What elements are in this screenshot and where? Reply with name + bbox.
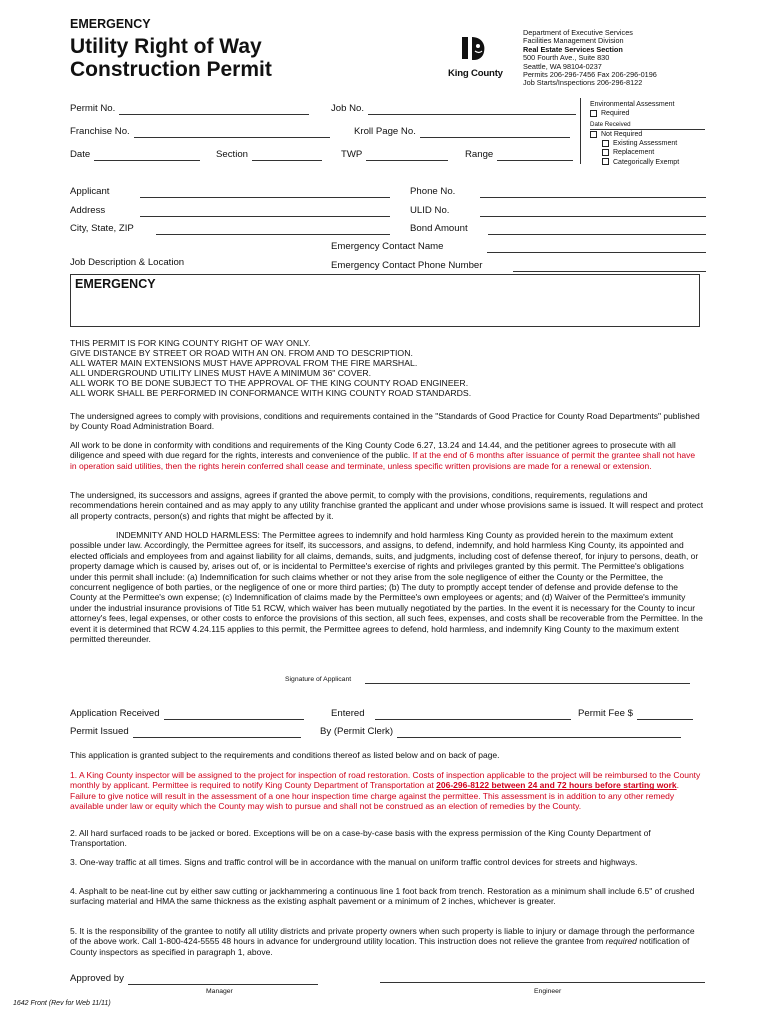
date-field[interactable] — [94, 151, 200, 161]
required-label: Required — [601, 110, 630, 118]
job-description-label: Job Description & Location — [70, 257, 185, 268]
engineer-label: Engineer — [534, 988, 562, 995]
permit-fee-label: Permit Fee $ — [578, 708, 633, 719]
date-received-label: Date Received — [590, 121, 631, 129]
conditions-intro: This application is granted subject to the requirements and conditions thereof as listed below and on back of page. — [70, 750, 500, 760]
replacement-checkbox[interactable] — [602, 149, 609, 156]
notice-line: THIS PERMIT IS FOR KING COUNTY RIGHT OF WAY ONLY. — [70, 338, 311, 348]
env-required-option[interactable] — [590, 109, 705, 118]
emergency-heading: EMERGENCY — [70, 17, 151, 31]
dept-line: Facilities Management Division — [523, 36, 624, 46]
form-number: 1642 Front (Rev for Web 11/11) — [13, 1000, 111, 1007]
ulid-no-field[interactable] — [480, 207, 706, 217]
phone-no-field[interactable] — [480, 188, 706, 198]
twp-label: TWP — [341, 149, 363, 160]
dept-line: Job Starts/Inspections 206-296-8122 — [523, 78, 643, 88]
env-divider — [580, 98, 581, 164]
permit-issued-field[interactable] — [133, 728, 301, 738]
entered-label: Entered — [331, 708, 365, 719]
job-no-label: Job No. — [331, 103, 365, 114]
emergency-contact-phone-label: Emergency Contact Phone Number — [331, 260, 483, 271]
required-checkbox[interactable] — [590, 110, 597, 117]
notices-block — [70, 338, 471, 398]
replacement-label: Replacement — [613, 149, 655, 157]
permit-no-field[interactable] — [119, 105, 309, 115]
entered-field[interactable] — [375, 710, 571, 720]
bond-amount-field[interactable] — [488, 225, 706, 235]
condition-4: 4. Asphalt to be neat-line cut by either saw cutting or jackhammering a continuous line 1 foot back from trench. Restoration as a minimum shall include 6.5" of crushed surfacing material and HMA the same thickness as the existing asphalt pavement or a minimum of 2 inches, whichever is greater. — [70, 886, 695, 907]
applicant-field[interactable] — [140, 188, 390, 198]
applicant-label: Applicant — [70, 186, 110, 197]
emergency-contact-name-label: Emergency Contact Name — [331, 241, 444, 252]
condition-5 — [70, 926, 704, 957]
signature-field[interactable] — [365, 675, 690, 684]
notice-line: ALL WORK SHALL BE PERFORMED IN CONFORMANCE WITH KING COUNTY ROAD STANDARDS. — [70, 388, 472, 398]
kroll-page-no-field[interactable] — [420, 128, 570, 138]
section-field[interactable] — [252, 151, 322, 161]
dept-line: Seattle, WA 98104-0237 — [523, 61, 602, 71]
conformity-text: All work to be done in conformity with conditions and requirements of the King County Code 6.27, 13.24 and 14.44, and the petitioner agrees to prosecute with all diligence and speed with due regard for the rights, interests and convenience of the public. — [70, 440, 676, 461]
permit-clerk-field[interactable] — [397, 728, 681, 738]
emergency-contact-phone-field[interactable] — [513, 262, 706, 272]
manager-label: Manager — [206, 988, 233, 995]
date-received-field[interactable] — [590, 120, 705, 130]
address-field[interactable] — [140, 207, 390, 217]
address-label: Address — [70, 205, 106, 216]
condition-5-text: 5. It is the responsibility of the grantee to notify all utility districts and private property owners when such property is liable to injury or damage through the performance of the above work. Call 1-800-424-5555 48 hours in advance for underground utility location. This instruction does not relieve the grantee from — [70, 926, 695, 947]
permit-fee-field[interactable] — [637, 710, 693, 720]
not-required-checkbox[interactable] — [590, 131, 597, 138]
dept-line: 500 Fourth Ave., Suite 830 — [523, 53, 610, 63]
dept-line: Department of Executive Services — [523, 28, 633, 37]
indemnity-paragraph: INDEMNITY AND HOLD HARMLESS: The Permittee agrees to indemnify and hold harmless King County as provided herein to the maximum extent possible under law. Accordingly, the Permittee agrees for itself, its successors, and assigns, to defend, indemnify, and hold harmless King County, its appointed and elected officials and employees from and against liability for all claims, demands, suits, and judgments, including cost of defense thereof, for injury to persons, death, or property damage which is caused by, arises out of, or is incidental to Permittee's exercise of rights and privileges granted by this permit. The Permittee's obligations under this permit shall include: (a) Indemnification for such claims whether or not they arise from the sole negligence of either the County or the Permittee, the concurrent negligence of both parties, or the negligence of one or more third parties; (b) The duty to promptly accept tender of defense and provide defense to the County at the Permittee's own expense; (c) Indemnification of claims made by the Permittee's own employees or agents; and (d) Waiver of the Permittee's immunity under the industrial insurance provisions of Title 51 RCW, which waiver has been mutually negotiated by the parties. In the event it is necessary for the County to incur attorney's fees, legal expenses, or other costs to enforce the provisions of this section, all such fees, expenses, and costs shall be recoverable from the Permittee. In the event it is determined that RCW 4.24.115 applies to this permit, the Permittee agrees to defend, hold harmless, and indemnify King County to the maximum extent permitted thereunder. — [70, 530, 703, 645]
standards-paragraph: The undersigned agrees to comply with provisions, conditions and requirements contained in the "Standards of Good Practice for County Road Departments" published by County Road Administration Board. — [70, 411, 700, 432]
engineer-signature-field[interactable] — [380, 973, 705, 983]
permit-title-line1: Utility Right of Way — [70, 35, 262, 58]
condition-5-text-end: notification of County inspectors as specified in paragraph 1, above. — [70, 936, 690, 957]
env-existing-option[interactable] — [602, 139, 705, 148]
job-box-emergency-label: EMERGENCY — [75, 277, 156, 291]
dept-line: Permits 206-296-7456 Fax 206-296-0196 — [523, 70, 657, 80]
permit-clerk-label: By (Permit Clerk) — [320, 726, 394, 737]
condition-1 — [70, 770, 704, 812]
env-not-required-option[interactable] — [590, 130, 705, 139]
logo-text: King County — [448, 68, 503, 80]
env-replacement-option[interactable] — [602, 148, 705, 157]
termination-warning: If at the end of 6 months after issuance of permit the grantee shall not have in operation said utilities, then the rights herein conferred shall cease and terminate, unless specific written provisions are made for a renewal or extension. — [70, 450, 696, 471]
permit-issued-label: Permit Issued — [70, 726, 129, 737]
application-received-field[interactable] — [164, 710, 304, 720]
permit-title-line2: Construction Permit — [70, 58, 272, 81]
condition-1-text-end: . Failure to give notice will result in the assessment of a one hour inspection time charge against the permittee. This assessment is in addition to any other remedy available under law or equity which the County may wish to pursue and shall not be construed as an election of remedies by the County. — [70, 780, 679, 812]
signature-label: Signature of Applicant — [285, 675, 352, 683]
job-no-field[interactable] — [368, 105, 576, 115]
application-received-label: Application Received — [70, 708, 160, 719]
existing-checkbox[interactable] — [602, 140, 609, 147]
condition-3: 3. One-way traffic at all times. Signs and traffic control will be in accordance with the manual on uniform traffic control devices for streets and highways. — [70, 857, 638, 867]
kroll-page-no-label: Kroll Page No. — [354, 126, 416, 137]
condition-2: 2. All hard surfaced roads to be jacked or bored. Exceptions will be on a case-by-case basis with the express permission of the King County Department of Transportation. — [70, 828, 651, 849]
env-title: Environmental Assessment — [590, 101, 675, 108]
not-required-label: Not Required — [601, 131, 643, 139]
approved-by-label: Approved by — [70, 973, 124, 984]
dept-line: Real Estate Services Section — [523, 44, 623, 54]
franchise-no-label: Franchise No. — [70, 126, 130, 137]
conformity-paragraph — [70, 440, 704, 471]
manager-signature-field[interactable] — [128, 975, 318, 985]
date-label: Date — [70, 149, 91, 160]
required-emphasis: required — [605, 936, 637, 947]
notice-line: ALL WORK TO BE DONE SUBJECT TO THE APPROVAL OF THE KING COUNTY ROAD ENGINEER. — [70, 378, 469, 388]
condition-1-text: 1. A King County inspector will be assigned to the project for inspection of road restoration. Costs of inspection applicable to the project will be reimbursed to the County monthly by applicant. Permittee is required to notify King County Department of Transportation at — [70, 770, 701, 791]
inspection-phone-notice: 206-296-8122 between 24 and 72 hours before starting work — [436, 780, 677, 791]
environmental-assessment — [590, 100, 705, 167]
twp-field[interactable] — [366, 151, 448, 161]
city-state-zip-field[interactable] — [156, 225, 390, 235]
emergency-contact-name-field[interactable] — [487, 243, 706, 253]
notice-line: GIVE DISTANCE BY STREET OR ROAD WITH AN ON. FROM AND TO DESCRIPTION. — [70, 348, 413, 358]
bond-amount-label: Bond Amount — [410, 223, 468, 234]
successors-paragraph: The undersigned, its successors and assigns, agrees if granted the above permit, to comply with the provisions, conditions, requirements, regulations and recommendations herein contained and as may apply to any utility franchise granted the applicant and under whose provisions same is issued. It will respect and protect all property contracts, person(s) and rights that might be affected by it. — [70, 490, 704, 521]
ulid-no-label: ULID No. — [410, 205, 450, 216]
range-label: Range — [465, 149, 494, 160]
env-exempt-option[interactable] — [602, 158, 705, 167]
exempt-checkbox[interactable] — [602, 158, 609, 165]
notice-line: ALL UNDERGROUND UTILITY LINES MUST HAVE A MINIMUM 36" COVER. — [70, 368, 372, 378]
range-field[interactable] — [497, 151, 573, 161]
city-state-zip-label: City, State, ZIP — [70, 223, 134, 234]
franchise-no-field[interactable] — [134, 128, 330, 138]
permit-no-label: Permit No. — [70, 103, 116, 114]
job-description-box[interactable] — [70, 274, 700, 327]
section-label: Section — [216, 149, 248, 160]
phone-no-label: Phone No. — [410, 186, 456, 197]
king-county-logo — [448, 35, 510, 80]
king-county-logo-icon — [448, 35, 510, 67]
exempt-label: Categorically Exempt — [613, 158, 680, 166]
notice-line: ALL WATER MAIN EXTENSIONS MUST HAVE APPROVAL FROM THE FIRE MARSHAL. — [70, 358, 418, 368]
dept-address-block — [523, 29, 657, 88]
existing-label: Existing Assessment — [613, 140, 678, 148]
